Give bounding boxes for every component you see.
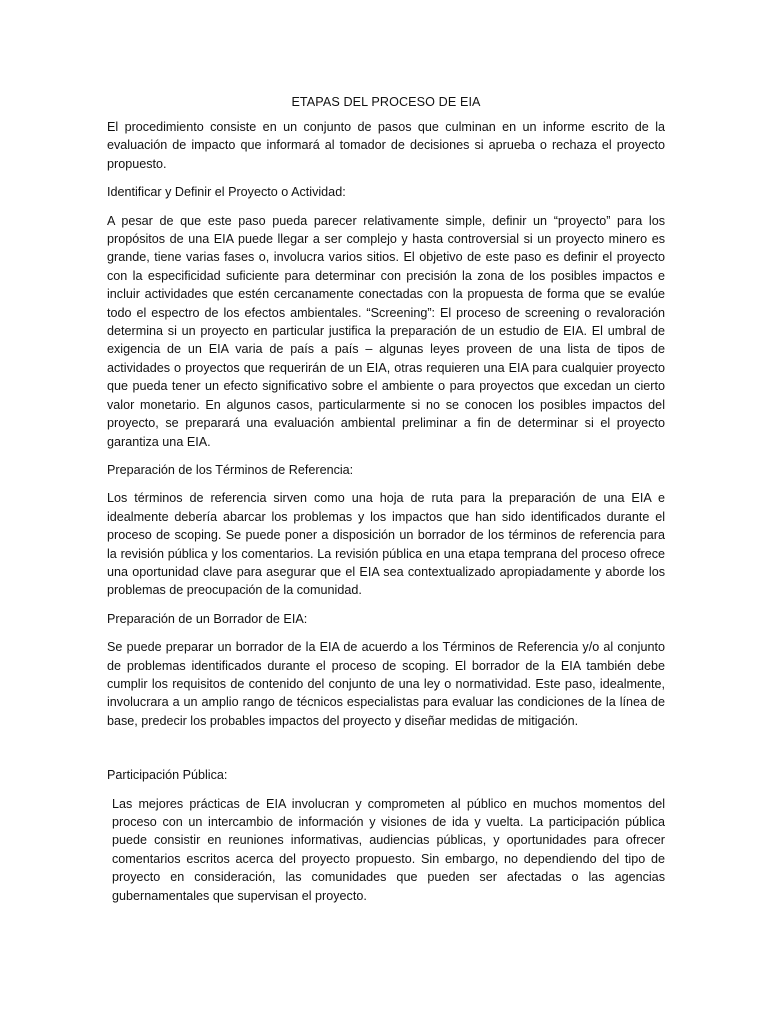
document-title: ETAPAS DEL PROCESO DE EIA	[291, 95, 481, 109]
section-body-borrador: Se puede preparar un borrador de la EIA de acuerdo a los Términos de Referencia y/o al conjunto de problemas identificados durante el proceso de scoping. El borrador de la EIA también debe cumplir los requisitos de contenido del conjunto de una ley o normatividad. Este paso, idealmente, involucrara a un amplio rango de técnicos especialistas para evaluar las condiciones de la línea de base, predecir los probables impactos del proyecto y diseñar medidas de mitigación.	[107, 640, 665, 728]
section-heading-borrador: Preparación de un Borrador de EIA:	[107, 611, 308, 626]
section-spacer	[107, 740, 665, 766]
intro-paragraph: El procedimiento consiste en un conjunto de pasos que culminan en un informe escrito de la evaluación de impacto que informará al tomador de decisiones si aprueba o rechaza el proyecto propuesto.	[107, 120, 665, 171]
section-heading-participacion: Participación Pública:	[107, 768, 228, 783]
section-body-terminos: Los términos de referencia sirven como una hoja de ruta para la preparación de una EIA e idealmente debería abarcar los problemas y los impactos que han sido identificados durante el proceso de scoping. Se puede poner a disposición un borrador de los términos de referencia para la revisión pública y los comentarios. La revisión pública en una etapa temprana del proceso ofrece una oportunidad clave para asegurar que el EIA sea contextualizado apropiadamente y aborde los problemas de preocupación de la comunidad.	[107, 491, 665, 598]
section-heading-terminos: Preparación de los Términos de Referencia:	[107, 462, 354, 477]
section-body-identificar: A pesar de que este paso pueda parecer relativamente simple, definir un “proyecto” para los propósitos de una EIA puede llegar a ser complejo y hasta controversial si un proyecto minero es grande, tiene varias fases o, involucra varios sitios. El objetivo de este paso es definir el proyecto con la especificidad suficiente para determinar con precisión la zona de los posibles impactos e incluir actividades que estén cercanamente conectadas con la propuesta de forma que se evalúe todo el espectro de los efectos ambientales. “Screening”: El proceso de screening o revaloración determina si un proyecto en particular justifica la preparación de un estudio de EIA. El umbral de exigencia de un EIA varia de país a país – algunas leyes proveen de una lista de tipos de actividades o proyectos que requerirán de un EIA, otras requieren una EIA para cualquier proyecto que pueda tener un efecto significativo sobre el ambiente o para proyectos que excedan un cierto valor monetario. En algunos casos, particularmente si no se conocen los posibles impactos del proyecto, se preparará una evaluación ambiental preliminar a fin de determinar si el proyecto garantiza una EIA.	[107, 213, 665, 449]
section-body-participacion: Las mejores prácticas de EIA involucran y comprometen al público en muchos momentos del proceso con un intercambio de información y visiones de ida y vuelta. La participación pública puede consistir en reuniones informativas, audiencias públicas, y oportunidades para ofrecer comentarios escritos acerca del proyecto propuesto. Sin embargo, no dependiendo del tipo de proyecto en consideración, las comunidades que pueden ser afectadas o las agencias gubernamentales que supervisan el proyecto.	[112, 796, 665, 903]
section-heading-identificar: Identificar y Definir el Proyecto o Actividad:	[107, 185, 346, 200]
